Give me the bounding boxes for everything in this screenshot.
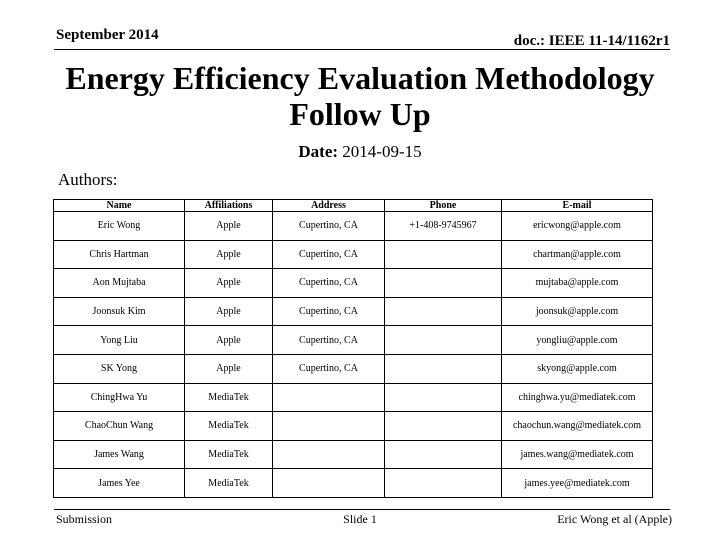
author-name-cell: James Wang — [54, 440, 185, 469]
author-phone-cell — [385, 383, 502, 412]
authors-label: Authors: — [58, 170, 118, 189]
author-affiliation-cell: Apple — [185, 269, 273, 298]
author-email-cell: james.yee@mediatek.com — [502, 469, 653, 498]
slide-title-line-2: Follow Up — [289, 96, 431, 132]
author-phone-cell — [385, 269, 502, 298]
author-affiliation-cell: MediaTek — [185, 383, 273, 412]
author-name-cell: James Yee — [54, 469, 185, 498]
table-row — [54, 412, 653, 441]
table-row — [54, 383, 653, 412]
header-date: September 2014 — [56, 27, 159, 43]
table-row — [54, 297, 653, 326]
author-address-cell — [273, 383, 385, 412]
column-header-name: Name — [54, 200, 185, 212]
author-affiliation-cell: Apple — [185, 297, 273, 326]
author-phone-cell — [385, 440, 502, 469]
author-address-cell: Cupertino, CA — [273, 240, 385, 269]
author-email-cell: ericwong@apple.com — [502, 212, 653, 241]
table-row — [54, 240, 653, 269]
author-phone-cell — [385, 469, 502, 498]
author-affiliation-cell: MediaTek — [185, 412, 273, 441]
author-email-cell: chinghwa.yu@mediatek.com — [502, 383, 653, 412]
author-address-cell — [273, 412, 385, 441]
author-address-cell: Cupertino, CA — [273, 269, 385, 298]
table-row — [54, 354, 653, 383]
author-affiliation-cell: Apple — [185, 212, 273, 241]
author-name-cell: ChaoChun Wang — [54, 412, 185, 441]
author-affiliation-cell: Apple — [185, 240, 273, 269]
author-address-cell: Cupertino, CA — [273, 354, 385, 383]
author-phone-cell — [385, 412, 502, 441]
author-name-cell: ChingHwa Yu — [54, 383, 185, 412]
author-phone-cell — [385, 354, 502, 383]
footer-authors: Eric Wong et al (Apple) — [557, 512, 672, 526]
slide-title-line-1: Energy Efficiency Evaluation Methodology — [65, 60, 655, 96]
authors-table — [53, 199, 653, 498]
footer-submission: Submission — [56, 512, 113, 526]
table-row — [54, 269, 653, 298]
date-label: Date: — [298, 142, 339, 161]
author-email-cell: joonsuk@apple.com — [502, 297, 653, 326]
author-phone-cell — [385, 297, 502, 326]
author-address-cell: Cupertino, CA — [273, 326, 385, 355]
author-name-cell: Yong Liu — [54, 326, 185, 355]
author-address-cell: Cupertino, CA — [273, 297, 385, 326]
column-header-affiliations: Affiliations — [185, 200, 273, 212]
header-doc-id: doc.: IEEE 11-14/1162r1 — [513, 33, 670, 49]
table-header-row — [54, 200, 653, 212]
author-email-cell: chaochun.wang@mediatek.com — [502, 412, 653, 441]
footer-divider — [54, 509, 670, 510]
author-name-cell: Chris Hartman — [54, 240, 185, 269]
footer-slide-number: Slide 1 — [343, 512, 377, 526]
table-row — [54, 440, 653, 469]
author-affiliation-cell: MediaTek — [185, 440, 273, 469]
author-email-cell: chartman@apple.com — [502, 240, 653, 269]
table-row — [54, 469, 653, 498]
author-email-cell: yongliu@apple.com — [502, 326, 653, 355]
author-address-cell: Cupertino, CA — [273, 212, 385, 241]
author-email-cell: mujtaba@apple.com — [502, 269, 653, 298]
date-line — [0, 142, 720, 162]
table-row — [54, 212, 653, 241]
author-address-cell — [273, 469, 385, 498]
author-name-cell: SK Yong — [54, 354, 185, 383]
slide-title — [40, 60, 680, 132]
author-phone-cell: +1-408-9745967 — [385, 212, 502, 241]
author-name-cell: Aon Mujtaba — [54, 269, 185, 298]
author-name-cell: Joonsuk Kim — [54, 297, 185, 326]
header-divider — [54, 49, 670, 50]
author-affiliation-cell: Apple — [185, 354, 273, 383]
column-header-email: E-mail — [502, 200, 653, 212]
author-address-cell — [273, 440, 385, 469]
column-header-phone: Phone — [385, 200, 502, 212]
table-row — [54, 326, 653, 355]
author-phone-cell — [385, 326, 502, 355]
author-email-cell: skyong@apple.com — [502, 354, 653, 383]
author-phone-cell — [385, 240, 502, 269]
column-header-address: Address — [273, 200, 385, 212]
date-value: 2014-09-15 — [338, 142, 422, 161]
author-affiliation-cell: Apple — [185, 326, 273, 355]
author-email-cell: james.wang@mediatek.com — [502, 440, 653, 469]
author-name-cell: Eric Wong — [54, 212, 185, 241]
author-affiliation-cell: MediaTek — [185, 469, 273, 498]
